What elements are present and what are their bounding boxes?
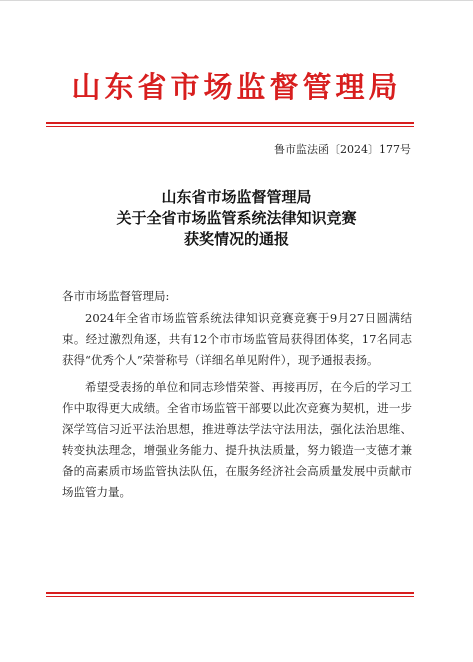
footer-red-rule-thin <box>46 596 414 597</box>
document-title-line-1: 山东省市场监督管理局 <box>161 188 312 206</box>
document-recipient: 各市市场监督管理局: <box>62 289 170 303</box>
footer-red-rule-thick <box>46 592 414 594</box>
document-body <box>62 308 412 509</box>
document-title-line-2: 关于全省市场监管系统法律知识竞赛 <box>116 209 357 227</box>
letterhead-title: 山东省市场监督管理局 <box>71 70 402 104</box>
body-paragraph-2: 希望受表扬的单位和同志珍惜荣誉、再接再厉，在今后的学习工作中取得更大成绩。全省市场监管干部要以此次竞赛为契机，进一步深学笃信习近平法治思想，推进尊法学法守法用法，强化法治思维、转变执法理念，增强业务能力、提升执法质量，努力锻造一支德才兼备的高素质市场监管执法队伍，在服务经济社会高质量发展中贡献市场监管力量。 <box>62 380 412 499</box>
body-paragraph-1: 2024年全省市场监管系统法律知识竞赛竞赛于9月27日圆满结束。经过激烈角逐，共有12个市市场监管局获得团体奖，17名同志获得“优秀个人”荣誉称号（详细名单见附件），现予通报表扬。 <box>62 311 412 367</box>
document-title-line-3: 获奖情况的通报 <box>183 230 289 248</box>
letterhead-red-rule-thin <box>46 126 414 127</box>
letterhead-red-rule-thick <box>46 122 414 124</box>
document-number: 鲁市监法函〔2024〕177号 <box>274 143 411 156</box>
document-title <box>0 187 473 250</box>
